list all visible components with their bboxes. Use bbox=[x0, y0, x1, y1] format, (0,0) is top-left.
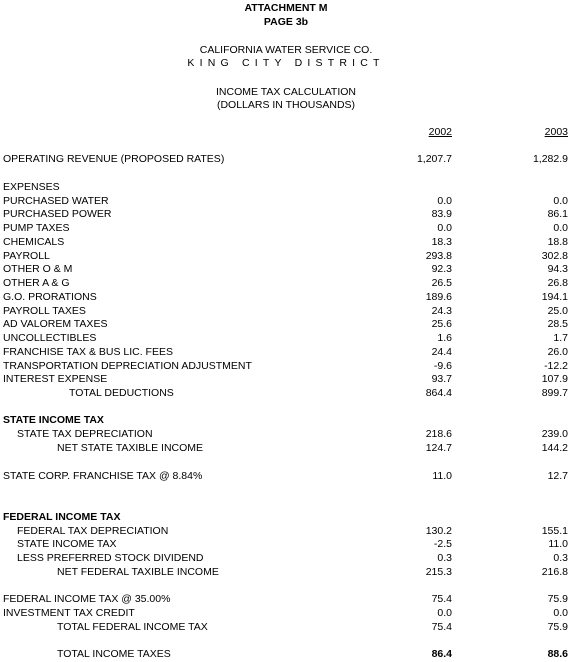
value-2002: 24.3 bbox=[431, 305, 452, 317]
expense-row bbox=[0, 305, 572, 319]
value-2002: -2.5 bbox=[433, 538, 452, 550]
row-label: INVESTMENT TAX CREDIT bbox=[3, 607, 135, 619]
row-label: FEDERAL INCOME TAX @ 35.00% bbox=[3, 593, 171, 605]
row-label: LESS PREFERRED STOCK DIVIDEND bbox=[17, 552, 204, 564]
value-2002: 93.7 bbox=[431, 373, 452, 385]
value-2003: 302.8 bbox=[541, 250, 568, 262]
value-2002: 0.0 bbox=[437, 222, 452, 234]
value-2003: 0.0 bbox=[553, 607, 568, 619]
row-label: STATE INCOME TAX bbox=[17, 538, 117, 550]
value-2002: 92.3 bbox=[431, 263, 452, 275]
federal-income-tax-row bbox=[0, 593, 572, 607]
value-2002: 0.0 bbox=[437, 607, 452, 619]
row-label: OTHER A & G bbox=[3, 277, 70, 289]
row-label: UNCOLLECTIBLES bbox=[3, 332, 97, 344]
expense-row bbox=[0, 208, 572, 222]
value-2002: 189.6 bbox=[425, 291, 452, 303]
expense-row bbox=[0, 236, 572, 250]
value-2003: -12.2 bbox=[544, 360, 568, 372]
value-2002: 75.4 bbox=[431, 593, 452, 605]
expense-row bbox=[0, 332, 572, 346]
value-2002: 0.0 bbox=[437, 195, 452, 207]
value-2003: 88.6 bbox=[547, 648, 568, 660]
total-federal-income-tax-row bbox=[0, 621, 572, 635]
expense-row bbox=[0, 346, 572, 360]
value-2003: 0.0 bbox=[553, 195, 568, 207]
value-2003: 0.3 bbox=[553, 552, 568, 564]
row-label: PUMP TAXES bbox=[3, 222, 70, 234]
value-2003: 28.5 bbox=[547, 318, 568, 330]
row-label: AD VALOREM TAXES bbox=[3, 318, 108, 330]
value-2002: 1.6 bbox=[437, 332, 452, 344]
value-2003: 26.0 bbox=[547, 346, 568, 358]
row-label: TOTAL DEDUCTIONS bbox=[69, 387, 174, 399]
value-2002: 11.0 bbox=[432, 470, 452, 482]
year-header-2002: 2002 bbox=[428, 126, 452, 138]
value-2003: 26.8 bbox=[547, 277, 568, 289]
value-2003: 107.9 bbox=[541, 373, 568, 385]
row-label: PURCHASED POWER bbox=[3, 208, 112, 220]
value-2003: 94.3 bbox=[547, 263, 568, 275]
value-2002: 124.7 bbox=[425, 442, 452, 454]
expense-row bbox=[0, 263, 572, 277]
value-2002: 18.3 bbox=[431, 236, 452, 248]
row-label: TRANSPORTATION DEPRECIATION ADJUSTMENT bbox=[3, 360, 252, 372]
value-2002: 83.9 bbox=[431, 208, 452, 220]
row-label: NET FEDERAL TAXIBLE INCOME bbox=[57, 566, 219, 578]
state-income-tax-row bbox=[0, 538, 572, 552]
value-2002: 215.3 bbox=[425, 566, 452, 578]
value-2003: 86.1 bbox=[547, 208, 568, 220]
row-label: OTHER O & M bbox=[3, 263, 73, 275]
value-2003: 75.9 bbox=[547, 621, 568, 633]
value-2002: 864.4 bbox=[425, 387, 452, 399]
value-2003: 239.0 bbox=[541, 428, 568, 440]
section-label: FEDERAL INCOME TAX bbox=[3, 511, 121, 523]
value-2002: 293.8 bbox=[425, 250, 452, 262]
value-2002: 1,207.7 bbox=[416, 153, 452, 165]
total-income-taxes-row bbox=[0, 648, 572, 662]
value-2003: 155.1 bbox=[541, 525, 568, 537]
net-state-taxable-income-row bbox=[0, 442, 572, 456]
expense-row bbox=[0, 373, 572, 387]
value-2002: -9.6 bbox=[433, 360, 452, 372]
page-number: PAGE 3b bbox=[263, 16, 309, 28]
district-name: KING CITY DISTRICT bbox=[187, 57, 385, 69]
expense-row bbox=[0, 195, 572, 209]
value-2002: 25.6 bbox=[431, 318, 452, 330]
value-2003: 194.1 bbox=[541, 291, 568, 303]
value-2003: 216.8 bbox=[541, 566, 568, 578]
value-2002: 24.4 bbox=[431, 346, 452, 358]
expense-row bbox=[0, 318, 572, 332]
value-2003: 1,282.9 bbox=[532, 153, 568, 165]
value-2002: 86.4 bbox=[431, 648, 452, 660]
state-tax-depreciation-row bbox=[0, 428, 572, 442]
row-label: PAYROLL TAXES bbox=[3, 305, 86, 317]
row-label: STATE TAX DEPRECIATION bbox=[17, 428, 153, 440]
value-2003: 899.7 bbox=[541, 387, 568, 399]
value-2003: 12.7 bbox=[547, 470, 568, 482]
row-label: FEDERAL TAX DEPRECIATION bbox=[17, 525, 169, 537]
value-2003: 18.8 bbox=[547, 236, 568, 248]
row-label: OPERATING REVENUE (PROPOSED RATES) bbox=[3, 153, 225, 165]
value-2002: 218.6 bbox=[425, 428, 452, 440]
attachment-title: ATTACHMENT M bbox=[244, 2, 328, 14]
value-2002: 0.3 bbox=[437, 552, 452, 564]
section-label: STATE INCOME TAX bbox=[3, 414, 104, 426]
value-2002: 75.4 bbox=[431, 621, 452, 633]
value-2003: 1.7 bbox=[553, 332, 568, 344]
row-label: PURCHASED WATER bbox=[3, 195, 109, 207]
investment-tax-credit-row bbox=[0, 607, 572, 621]
operating-revenue-row bbox=[0, 153, 572, 167]
row-label: CHEMICALS bbox=[3, 236, 65, 248]
expense-row bbox=[0, 291, 572, 305]
report-subtitle: (DOLLARS IN THOUSANDS) bbox=[216, 99, 356, 111]
expense-row bbox=[0, 222, 572, 236]
expense-row bbox=[0, 250, 572, 264]
value-2003: 0.0 bbox=[553, 222, 568, 234]
row-label: TOTAL INCOME TAXES bbox=[57, 648, 171, 660]
section-label: EXPENSES bbox=[3, 181, 60, 193]
state-franchise-tax-row bbox=[0, 470, 572, 484]
total-deductions-row bbox=[0, 387, 572, 401]
year-header-2003: 2003 bbox=[544, 126, 568, 138]
net-federal-taxable-income-row bbox=[0, 566, 572, 580]
row-label: STATE CORP. FRANCHISE TAX @ 8.84% bbox=[3, 470, 203, 482]
expense-row bbox=[0, 360, 572, 374]
report-title: INCOME TAX CALCULATION bbox=[215, 86, 357, 98]
company-name: CALIFORNIA WATER SERVICE CO. bbox=[199, 44, 373, 56]
value-2002: 26.5 bbox=[431, 277, 452, 289]
row-label: PAYROLL bbox=[3, 250, 50, 262]
federal-tax-depreciation-row bbox=[0, 525, 572, 539]
value-2003: 144.2 bbox=[541, 442, 568, 454]
value-2002: 130.2 bbox=[425, 525, 452, 537]
expense-row bbox=[0, 277, 572, 291]
state-income-tax-heading bbox=[0, 414, 572, 428]
row-label: INTEREST EXPENSE bbox=[3, 373, 108, 385]
expenses-heading bbox=[0, 181, 572, 195]
row-label: TOTAL FEDERAL INCOME TAX bbox=[57, 621, 208, 633]
value-2003: 11.0 bbox=[548, 538, 568, 550]
row-label: FRANCHISE TAX & BUS LIC. FEES bbox=[3, 346, 173, 358]
value-2003: 75.9 bbox=[547, 593, 568, 605]
row-label: G.O. PRORATIONS bbox=[3, 291, 97, 303]
value-2003: 25.0 bbox=[547, 305, 568, 317]
row-label: NET STATE TAXIBLE INCOME bbox=[57, 442, 204, 454]
preferred-stock-dividend-row bbox=[0, 552, 572, 566]
federal-income-tax-heading bbox=[0, 511, 572, 525]
